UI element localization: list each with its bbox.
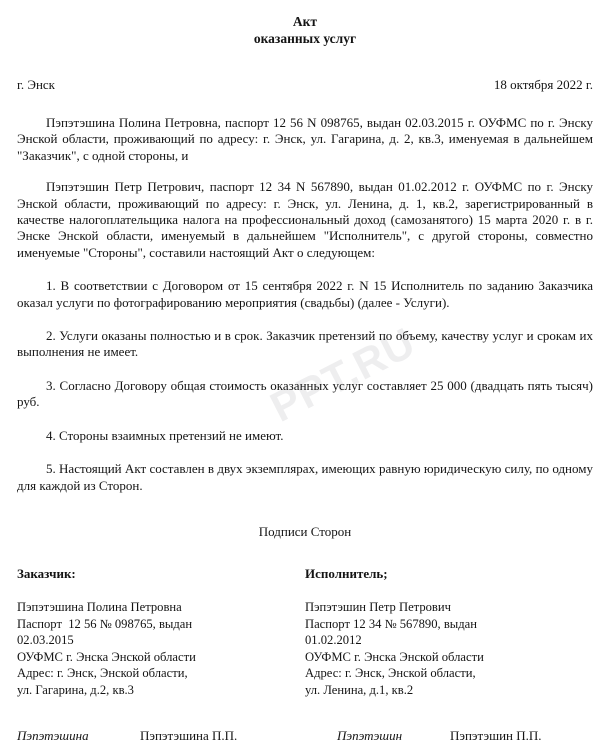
contractor-detail-line: Паспорт 12 34 № 567890, выдан (305, 616, 477, 631)
signatures-heading: Подписи Сторон (258, 523, 352, 539)
customer-printed-name: Пэпэтэшина П.П. (140, 728, 238, 744)
place-and-date-row (17, 77, 593, 93)
customer-detail-line: Пэпэтэшина Полина Петровна (17, 599, 182, 614)
customer-detail-line: ул. Гагарина, д.2, кв.3 (17, 682, 134, 697)
contractor-detail-line: 01.02.2012 (305, 633, 362, 648)
signature-names-row (17, 698, 593, 744)
customer-signature-block (17, 566, 305, 699)
contractor-handwritten-signature: Пэпэтэшин (337, 728, 403, 744)
contractor-printed-name: Пэпэтэшин П.П. (450, 728, 542, 744)
clause-5: 5. Настоящий Акт составлен в двух экземплярах, имеющих равную юридическую силу, по одному для каждой из Сторон. (17, 461, 593, 493)
customer-detail-line: Адрес: г. Энск, Энской области, (17, 666, 188, 681)
customer-role-label: Заказчик: (17, 565, 76, 581)
customer-handwritten-signature: Пэпэтэшина (17, 728, 89, 744)
contractor-role-label: Исполнитель; (305, 565, 388, 581)
city-label: г. Энск (17, 77, 55, 92)
contractor-party-paragraph: Пэпэтэшин Петр Петрович, паспорт 12 34 N 567890, выдан 01.02.2012 г. ОУФМС по г. Энску Энской области, проживающий по адресу: г. Энск, ул. Ленина, д. 1, кв.2, зарегистрированный в качестве налогоплательщика налога на профессиональный доход (самозанятого) 15 марта 2020 г. в г. Энске Энской области, именуемый в дальнейшем "Исполнитель", с другой стороны, совместно именуемые "Стороны", составили настоящий Акт о следующем: (17, 179, 593, 260)
clause-1: 1. В соответствии с Договором от 15 сентября 2022 г. N 15 Исполнитель по заданию Заказчика оказал услуги по фотографированию мероприятия (свадьбы) (далее - Услуги). (17, 278, 593, 310)
customer-detail-line: ОУФМС г. Энска Энской области (17, 649, 196, 664)
customer-party-paragraph: Пэпэтэшина Полина Петровна, паспорт 12 56 N 098765, выдан 02.03.2015 г. ОУФМС по г. Энску Энской области, проживающий по адресу: г. Энск, ул. Гагарина, д. 2, кв.3, именуемая в дальнейшем "Заказчик", с одной стороны, и (17, 115, 593, 163)
contractor-signature-block (305, 566, 593, 699)
document-date: 18 октября 2022 г. (493, 77, 593, 92)
customer-detail-line: 02.03.2015 (17, 633, 74, 648)
document-title-line2: оказанных услуг (253, 31, 357, 46)
clause-2: 2. Услуги оказаны полностью и в срок. Заказчик претензий по объему, качеству услуг и срокам их выполнения не имеет. (17, 328, 593, 360)
contractor-detail-line: ул. Ленина, д.1, кв.2 (305, 682, 414, 697)
watermark: PPT.RU (262, 318, 423, 431)
contractor-detail-line: Адрес: г. Энск, Энской области, (305, 666, 476, 681)
clause-3: 3. Согласно Договору общая стоимость оказанных услуг составляет 25 000 (двадцать пять тысяч) руб. (17, 377, 593, 410)
document-title-line1: Акт (292, 14, 318, 29)
customer-detail-line: Паспорт 12 56 № 098765, выдан (17, 616, 193, 631)
contractor-detail-line: Пэпэтэшин Петр Петрович (305, 599, 451, 614)
contractor-detail-line: ОУФМС г. Энска Энской области (305, 649, 484, 664)
signature-columns (17, 540, 593, 699)
clause-4: 4. Стороны взаимных претензий не имеют. (46, 427, 284, 443)
